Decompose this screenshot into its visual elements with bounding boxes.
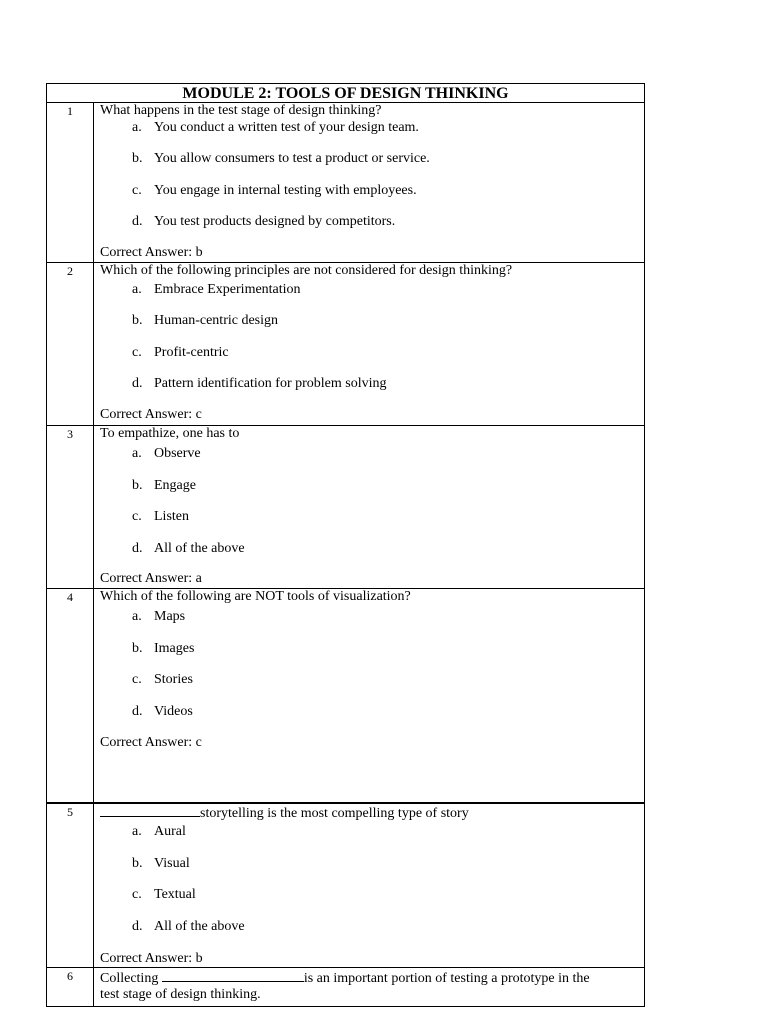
fill-in-blank <box>162 969 304 982</box>
option-letter: b. <box>132 313 143 328</box>
question-text: Which of the following principles are not considered for design thinking? <box>100 263 513 278</box>
question-text-before-blank: Collecting <box>100 971 159 986</box>
question-number: 5 <box>47 804 94 967</box>
option-text: Human-centric design <box>154 313 279 328</box>
option-a <box>132 282 301 298</box>
question-text-after-blank: storytelling is the most compelling type of story <box>200 806 469 821</box>
option-c <box>132 183 417 199</box>
option-a <box>132 120 419 136</box>
question-number: 3 <box>47 426 94 588</box>
option-text: Images <box>154 641 195 656</box>
question-row-6 <box>47 968 644 1006</box>
question-text: Which of the following are NOT tools of visualization? <box>100 589 411 604</box>
option-letter: c. <box>132 345 142 360</box>
question-text <box>100 804 638 822</box>
question-body <box>94 968 644 1006</box>
option-text: Stories <box>154 672 193 687</box>
option-d <box>132 376 387 392</box>
question-body <box>94 263 644 425</box>
option-text: Textual <box>154 887 196 902</box>
option-letter: a. <box>132 446 142 461</box>
option-letter: d. <box>132 541 143 556</box>
option-b <box>132 856 190 872</box>
correct-answer: Correct Answer: c <box>100 407 202 422</box>
question-body <box>94 589 644 802</box>
option-letter: d. <box>132 919 143 934</box>
option-c <box>132 509 189 525</box>
option-letter: d. <box>132 704 143 719</box>
option-text: Engage <box>154 478 196 493</box>
question-row-5 <box>47 804 644 968</box>
option-text: Pattern identification for problem solving <box>154 376 387 391</box>
option-letter: a. <box>132 120 142 135</box>
correct-answer: Correct Answer: a <box>100 571 202 586</box>
question-text-after-blank: is an important portion of testing a prototype in the <box>303 971 590 986</box>
option-text: You allow consumers to test a product or service. <box>154 151 430 166</box>
option-b <box>132 313 278 329</box>
option-letter: b. <box>132 151 143 166</box>
option-letter: c. <box>132 509 142 524</box>
question-body <box>94 103 644 262</box>
option-letter: c. <box>132 672 142 687</box>
question-text: What happens in the test stage of design thinking? <box>100 103 382 118</box>
question-row-2 <box>47 263 644 426</box>
fill-in-blank <box>100 804 200 817</box>
option-letter: c. <box>132 887 142 902</box>
question-body <box>94 804 644 967</box>
question-row-4 <box>47 589 644 804</box>
option-text: You engage in internal testing with employees. <box>154 183 417 198</box>
option-letter: b. <box>132 641 143 656</box>
option-text: Videos <box>154 704 193 719</box>
question-text-line2: test stage of design thinking. <box>100 987 261 1002</box>
option-letter: d. <box>132 214 143 229</box>
option-d <box>132 541 245 557</box>
option-text: You conduct a written test of your design team. <box>154 120 419 135</box>
correct-answer: Correct Answer: b <box>100 951 203 966</box>
option-text: All of the above <box>154 919 245 934</box>
option-text: Maps <box>154 609 186 624</box>
option-d <box>132 214 395 230</box>
option-text: Profit-centric <box>154 345 229 360</box>
question-row-3 <box>47 426 644 589</box>
option-c <box>132 672 193 688</box>
option-letter: b. <box>132 856 143 871</box>
question-number: 2 <box>47 263 94 425</box>
option-letter: c. <box>132 183 142 198</box>
option-d <box>132 704 193 720</box>
option-letter: a. <box>132 282 142 297</box>
correct-answer: Correct Answer: c <box>100 735 202 750</box>
option-letter: d. <box>132 376 143 391</box>
question-number: 1 <box>47 103 94 262</box>
option-a <box>132 824 186 840</box>
option-letter: a. <box>132 824 142 839</box>
option-b <box>132 478 196 494</box>
question-text <box>100 968 638 1003</box>
correct-answer: Correct Answer: b <box>100 245 203 260</box>
option-text: All of the above <box>154 541 245 556</box>
option-b <box>132 151 430 167</box>
option-c <box>132 345 229 361</box>
module-title: MODULE 2: TOOLS OF DESIGN THINKING <box>47 84 644 103</box>
question-text: To empathize, one has to <box>100 426 240 441</box>
question-number: 4 <box>47 589 94 802</box>
option-letter: b. <box>132 478 143 493</box>
option-text: Listen <box>154 509 189 524</box>
option-a <box>132 609 185 625</box>
option-text: Aural <box>154 824 186 839</box>
question-body <box>94 426 644 588</box>
option-c <box>132 887 196 903</box>
option-text: You test products designed by competitors. <box>154 214 396 229</box>
option-letter: a. <box>132 609 142 624</box>
question-row-1 <box>47 103 644 263</box>
option-text: Visual <box>154 856 190 871</box>
question-number: 6 <box>47 968 94 1006</box>
question-table <box>46 83 645 1007</box>
option-text: Embrace Experimentation <box>154 282 301 297</box>
option-d <box>132 919 245 935</box>
option-text: Observe <box>154 446 201 461</box>
option-a <box>132 446 201 462</box>
option-b <box>132 641 194 657</box>
